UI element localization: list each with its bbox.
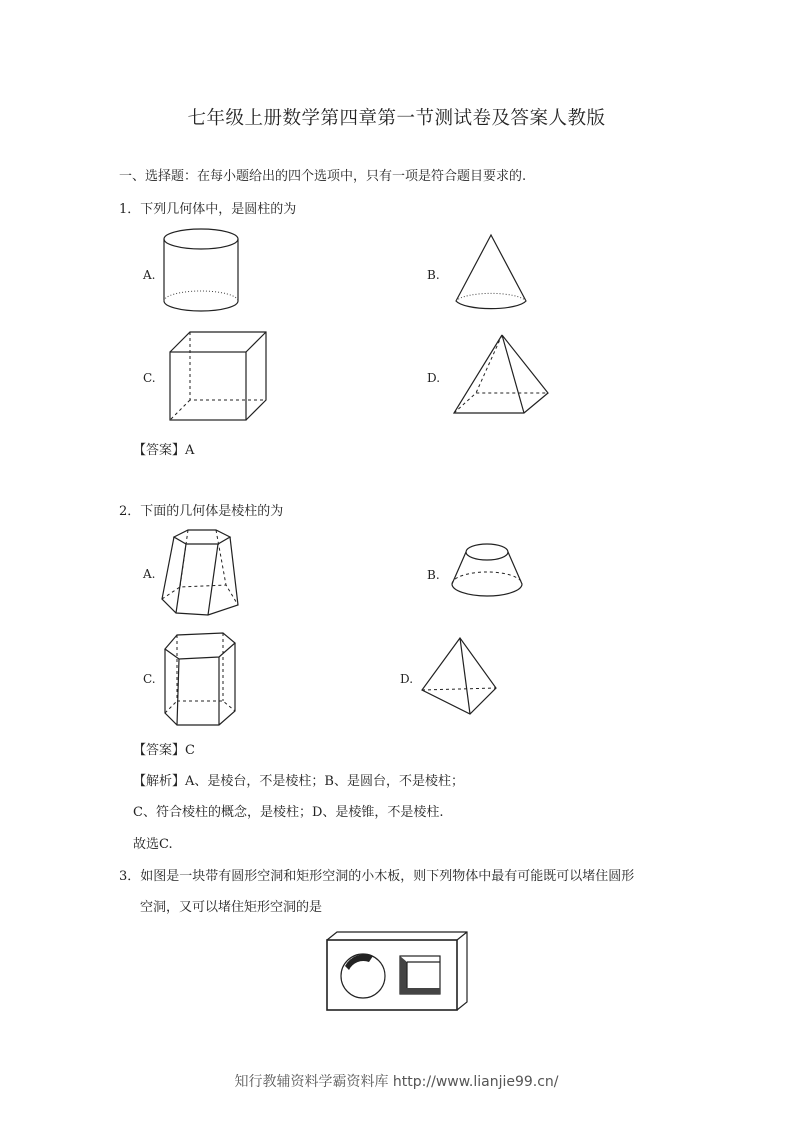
question-3-stem-line-1: 3．如图是一块带有圆形空洞和矩形空洞的小木板，则下列物体中最有可能既可以堵住圆形 — [119, 869, 635, 884]
section-heading: 一、选择题：在每小题给出的四个选项中，只有一项是符合题目要求的. — [119, 169, 527, 184]
q1-option-c-label: C. — [143, 371, 156, 385]
q2-analysis-line-1: 【解析】A、是棱台，不是棱柱；B、是圆台，不是棱柱； — [133, 774, 464, 789]
q2-frustum-cone-figure — [450, 542, 526, 608]
q2-option-a-label: A. — [143, 567, 156, 581]
q3-wooden-board-figure — [325, 930, 470, 1014]
q1-option-d-label: D. — [427, 371, 441, 385]
q1-cylinder-figure — [163, 228, 243, 318]
q2-option-b-label: B. — [427, 568, 440, 582]
q1-option-a-label: A. — [143, 268, 156, 282]
q2-hexagonal-prism-figure — [163, 631, 241, 727]
q1-answer: 【答案】A — [133, 443, 195, 458]
q1-cone-figure — [453, 233, 533, 319]
q1-cube-figure — [166, 330, 271, 425]
q2-option-d-label: D. — [400, 672, 414, 686]
question-1-stem: 1．下列几何体中，是圆柱的为 — [119, 202, 297, 217]
q2-tetrahedron-figure — [420, 636, 500, 718]
q2-option-c-label: C. — [143, 672, 156, 686]
q2-answer: 【答案】C — [133, 743, 195, 758]
footer-watermark: 知行教辅资料学霸资料库 http://www.lianjie99.cn/ — [234, 1074, 559, 1090]
page-title: 七年级上册数学第四章第一节测试卷及答案人教版 — [187, 108, 606, 129]
q2-frustum-prism-figure — [160, 527, 246, 619]
question-3-stem-line-2: 空洞，又可以堵住矩形空洞的是 — [140, 900, 323, 915]
question-2-stem: 2．下面的几何体是棱柱的为 — [119, 504, 284, 519]
q1-option-b-label: B. — [427, 268, 440, 282]
q2-analysis-line-2: C、符合棱柱的概念，是棱柱；D、是棱锥，不是棱柱. — [133, 805, 444, 820]
q2-conclusion: 故选C. — [133, 837, 173, 852]
q1-pyramid-figure — [452, 333, 552, 418]
